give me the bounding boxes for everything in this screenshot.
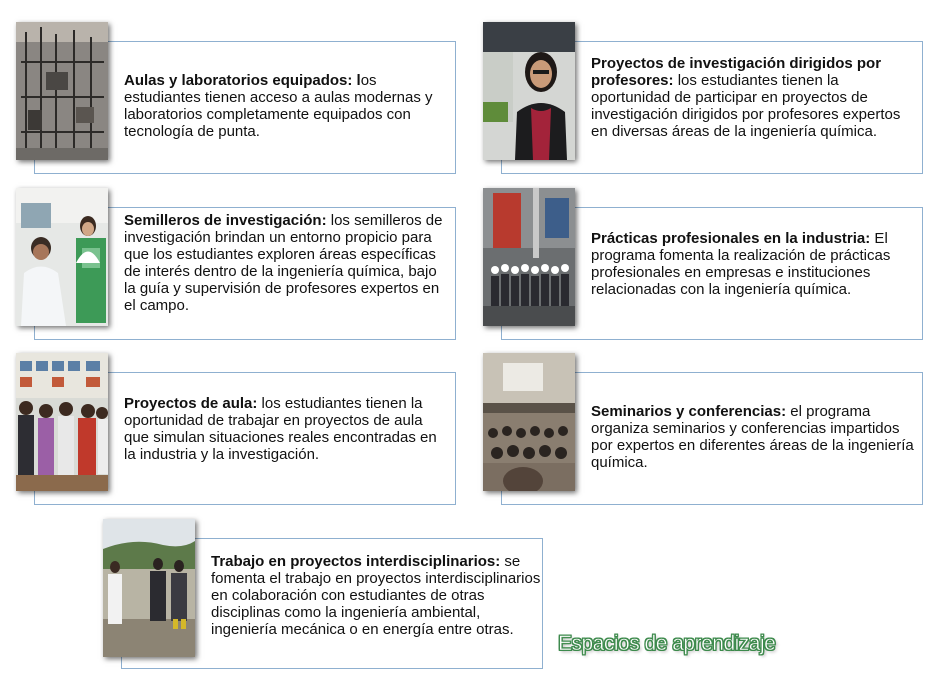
section-title: Espacios de aprendizaje — [558, 632, 776, 655]
card-text — [124, 212, 449, 314]
card-text — [211, 553, 541, 638]
card-text — [591, 230, 921, 298]
card-body: os estudiantes tienen acceso a aulas modernas y laboratorios completamente equipados con tecnología de punta. — [124, 72, 433, 140]
card-title: Aulas y laboratorios equipados: l — [124, 72, 361, 89]
card-body: El programa fomenta la realización de prácticas profesionales en empresas e instituciones relacionadas con la ingeniería química. — [591, 230, 891, 298]
industry-visit-photo — [483, 188, 575, 326]
professor-portrait-photo — [483, 22, 575, 160]
card-text — [124, 395, 449, 463]
card-body: los estudiantes tienen la oportunidad de trabajar en proyectos de aula que simulan situaciones reales encontradas en la industria y la investigación. — [124, 395, 437, 463]
card-title: Proyectos de investigación dirigidos por profesores: — [591, 55, 882, 89]
card-text — [591, 55, 921, 140]
card-title: Proyectos de aula: — [124, 395, 258, 412]
card-text — [591, 403, 921, 471]
auditorium-photo — [483, 353, 575, 491]
card-body: el programa organiza seminarios y conferencias impartidos por expertos en diferentes áreas de la ingeniería química. — [591, 403, 914, 471]
card-title: Semilleros de investigación: — [124, 212, 327, 229]
laboratory-equipment-photo — [16, 22, 108, 160]
classroom-project-photo — [16, 353, 108, 491]
card-body: se fomenta el trabajo en proyectos interdisciplinarios en colaboración con estudiantes de otras disciplinas como la ingeniería ambiental, ingeniería mecánica o en energía entre otras. — [211, 553, 541, 638]
field-visit-photo — [103, 519, 195, 657]
card-body: los estudiantes tienen la oportunidad de participar en proyectos de investigación dirigidos por profesores expertos en diversas áreas de la ingeniería química. — [591, 72, 901, 140]
research-lab-photo — [16, 188, 108, 326]
card-text — [124, 72, 449, 140]
card-title: Prácticas profesionales en la industria: — [591, 230, 871, 247]
card-body: los semilleros de investigación brindan un entorno propicio para que los estudiantes exploren áreas específicas de interés dentro de la ingeniería química, bajo la guía y supervisión de profesores expertos en el campo. — [124, 212, 443, 314]
card-title: Trabajo en proyectos interdisciplinarios: — [211, 553, 501, 570]
card-title: Seminarios y conferencias: — [591, 403, 787, 420]
